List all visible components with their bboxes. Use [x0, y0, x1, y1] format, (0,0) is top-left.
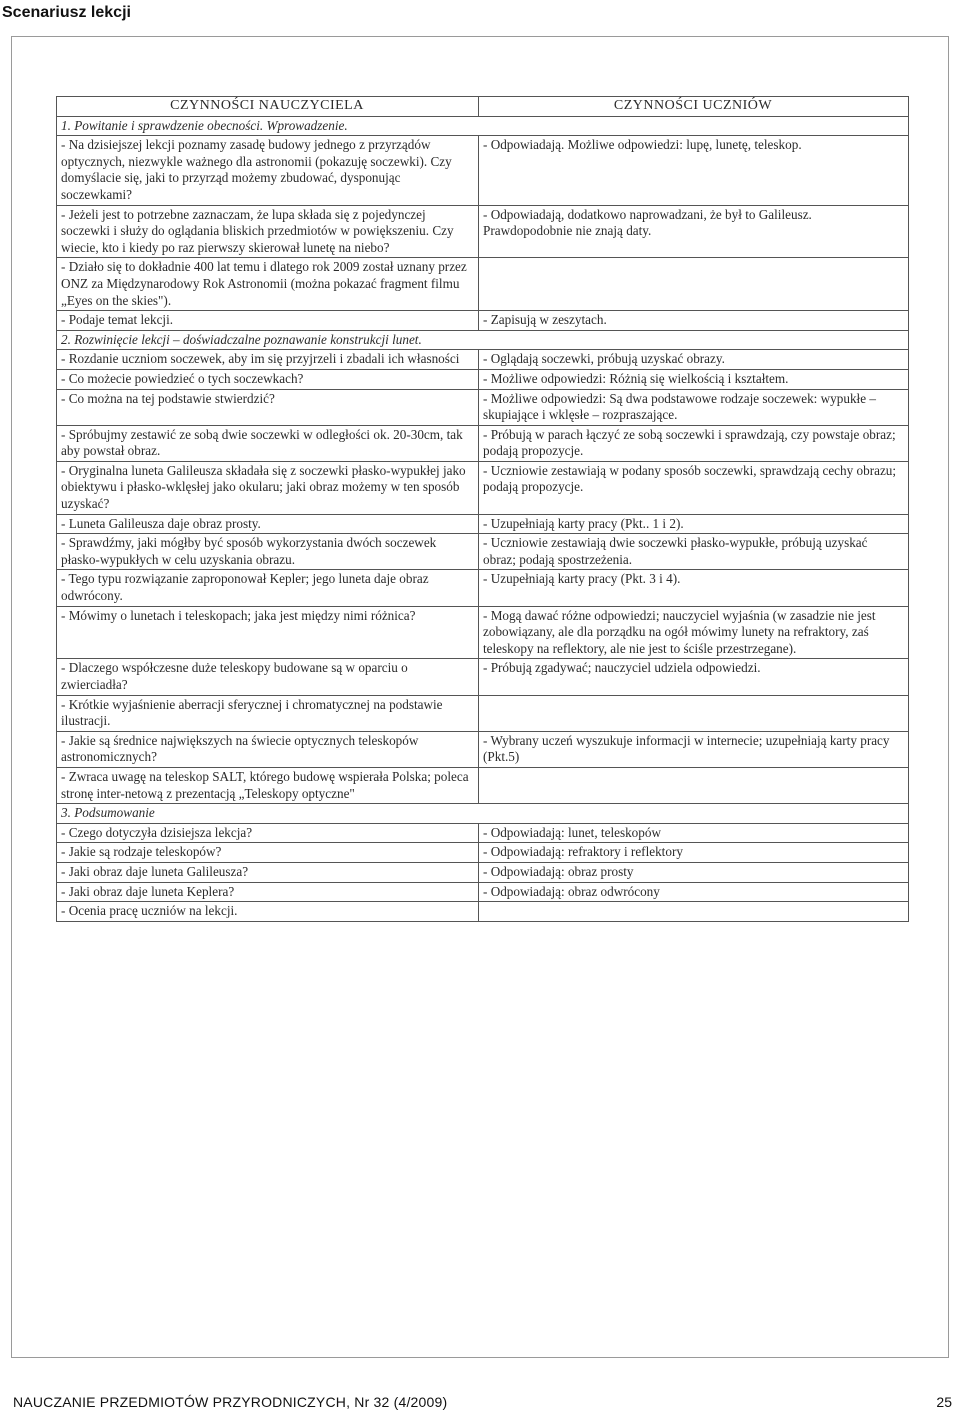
student-activity: - Możliwe odpowiedzi: Są dwa podstawowe rodzaje soczewek: wypukłe – skupiające i wklęsłe – rozpraszające.	[479, 389, 909, 425]
student-activity: - Odpowiadają: obraz prosty	[479, 862, 909, 882]
teacher-activity: - Sprawdźmy, jaki mógłby być sposób wykorzystania dwóch soczewek płasko-wypukłych w celu uzyskania obrazu.	[57, 534, 479, 570]
teacher-activity: - Jeżeli jest to potrzebne zaznaczam, że lupa składa się z pojedynczej soczewki i służy do oglądania bliskich przedmiotów w powiększeniu. Czy wiecie, kto i kiedy po raz pierwszy skierował lunetę na niebo?	[57, 205, 479, 258]
section-row	[57, 116, 909, 136]
table-header-row	[57, 97, 909, 117]
page-title: Scenariusz lekcji	[2, 4, 131, 21]
table-row	[57, 258, 909, 311]
teacher-activity: - Jaki obraz daje luneta Galileusza?	[57, 862, 479, 882]
teacher-activity: - Tego typu rozwiązanie zaproponował Kepler; jego luneta daje obraz odwrócony.	[57, 570, 479, 606]
student-activity	[479, 695, 909, 731]
table-row	[57, 902, 909, 922]
teacher-activity: - Podaje temat lekcji.	[57, 311, 479, 331]
student-activity: - Możliwe odpowiedzi: Różnią się wielkością i kształtem.	[479, 369, 909, 389]
table-row	[57, 843, 909, 863]
teacher-activity: - Dlaczego współczesne duże teleskopy budowane są w oparciu o zwierciadła?	[57, 659, 479, 695]
student-activity: - Uczniowie zestawiają dwie soczewki płasko-wypukłe, próbują uzyskać obraz; podają spostrzeżenia.	[479, 534, 909, 570]
student-activity: - Odpowiadają, dodatkowo naprowadzani, że był to Galileusz. Prawdopodobnie nie znają daty.	[479, 205, 909, 258]
teacher-activity: - Mówimy o lunetach i teleskopach; jaka jest między nimi różnica?	[57, 606, 479, 659]
teacher-activity: - Jakie są średnice największych na świecie optycznych teleskopów astronomicznych?	[57, 731, 479, 767]
column-header-students: CZYNNOŚCI UCZNIÓW	[479, 97, 909, 117]
teacher-activity: - Na dzisiejszej lekcji poznamy zasadę budowy jednego z przyrządów optycznych, niezwykle ważnego dla astronomii (pokazuję soczewki). Czy domyślacie się, jaki to przyrząd możemy zbudować, dysponując soczewkami?	[57, 136, 479, 205]
teacher-activity: - Ocenia pracę uczniów na lekcji.	[57, 902, 479, 922]
journal-footer: NAUCZANIE PRZEDMIOTÓW PRZYRODNICZYCH, Nr 32 (4/2009)	[13, 1394, 448, 1410]
table-row	[57, 767, 909, 803]
student-activity: - Odpowiadają: refraktory i reflektory	[479, 843, 909, 863]
teacher-activity: - Krótkie wyjaśnienie aberracji sferycznej i chromatycznej na podstawie ilustracji.	[57, 695, 479, 731]
section-title: 1. Powitanie i sprawdzenie obecności. Wprowadzenie.	[57, 116, 909, 136]
student-activity	[479, 258, 909, 311]
teacher-activity: - Co możecie powiedzieć o tych soczewkach?	[57, 369, 479, 389]
teacher-activity: - Działo się to dokładnie 400 lat temu i dlatego rok 2009 został uznany przez ONZ za Międzynarodowy Rok Astronomii (można pokazać fragment filmu „Eyes on the skies").	[57, 258, 479, 311]
table-row	[57, 369, 909, 389]
table-row	[57, 425, 909, 461]
section-title: 3. Podsumowanie	[57, 804, 909, 824]
student-activity: - Zapisują w zeszytach.	[479, 311, 909, 331]
teacher-activity: - Zwraca uwagę na teleskop SALT, którego budowę wspierała Polska; poleca stronę inter-netową z prezentacją „Teleskopy optyczne"	[57, 767, 479, 803]
table-row	[57, 731, 909, 767]
table-row	[57, 514, 909, 534]
table-row	[57, 205, 909, 258]
table-row	[57, 570, 909, 606]
student-activity: - Uzupełniają karty pracy (Pkt. 3 i 4).	[479, 570, 909, 606]
table-row	[57, 862, 909, 882]
student-activity: - Uczniowie zestawiają w podany sposób soczewki, sprawdzają cechy obrazu; podają propozycje.	[479, 461, 909, 514]
student-activity: - Odpowiadają: lunet, teleskopów	[479, 823, 909, 843]
student-activity	[479, 902, 909, 922]
teacher-activity: - Jakie są rodzaje teleskopów?	[57, 843, 479, 863]
table-row	[57, 695, 909, 731]
table-row	[57, 461, 909, 514]
student-activity: - Mogą dawać różne odpowiedzi; nauczyciel wyjaśnia (w zasadzie nie jest zobowiązany, ale dla porządku na ogół mówimy lunety na refraktory, zaś teleskopy na reflektory, ale nie jest to ściśle przestrzegane).	[479, 606, 909, 659]
section-row	[57, 804, 909, 824]
student-activity: - Wybrany uczeń wyszukuje informacji w internecie; uzupełniają karty pracy (Pkt.5)	[479, 731, 909, 767]
student-activity: - Uzupełniają karty pracy (Pkt.. 1 i 2).	[479, 514, 909, 534]
student-activity: - Próbują zgadywać; nauczyciel udziela odpowiedzi.	[479, 659, 909, 695]
student-activity	[479, 767, 909, 803]
table-row	[57, 534, 909, 570]
table-row	[57, 606, 909, 659]
teacher-activity: - Oryginalna luneta Galileusza składała się z soczewki płasko-wypukłej jako obiektywu i płasko-wklęsłej jako okularu; jaki obraz możemy w ten sposób uzyskać?	[57, 461, 479, 514]
table-row	[57, 659, 909, 695]
page-number: 25	[936, 1394, 952, 1410]
table-row	[57, 823, 909, 843]
table-row	[57, 882, 909, 902]
teacher-activity: - Luneta Galileusza daje obraz prosty.	[57, 514, 479, 534]
section-row	[57, 330, 909, 350]
section-title: 2. Rozwinięcie lekcji – doświadczalne poznawanie konstrukcji lunet.	[57, 330, 909, 350]
student-activity: - Oglądają soczewki, próbują uzyskać obrazy.	[479, 350, 909, 370]
lesson-table	[56, 96, 909, 922]
teacher-activity: - Spróbujmy zestawić ze sobą dwie soczewki w odległości ok. 20-30cm, tak aby powstał obraz.	[57, 425, 479, 461]
table-row	[57, 389, 909, 425]
table-row	[57, 350, 909, 370]
student-activity: - Próbują w parach łączyć ze sobą soczewki i sprawdzają, czy powstaje obraz; podają propozycje.	[479, 425, 909, 461]
student-activity: - Odpowiadają. Możliwe odpowiedzi: lupę, lunetę, teleskop.	[479, 136, 909, 205]
teacher-activity: - Co można na tej podstawie stwierdzić?	[57, 389, 479, 425]
column-header-teacher: CZYNNOŚCI NAUCZYCIELA	[57, 97, 479, 117]
teacher-activity: - Rozdanie uczniom soczewek, aby im się przyjrzeli i zbadali ich własności	[57, 350, 479, 370]
teacher-activity: - Czego dotyczyła dzisiejsza lekcja?	[57, 823, 479, 843]
table-row	[57, 311, 909, 331]
teacher-activity: - Jaki obraz daje luneta Keplera?	[57, 882, 479, 902]
table-row	[57, 136, 909, 205]
student-activity: - Odpowiadają: obraz odwrócony	[479, 882, 909, 902]
